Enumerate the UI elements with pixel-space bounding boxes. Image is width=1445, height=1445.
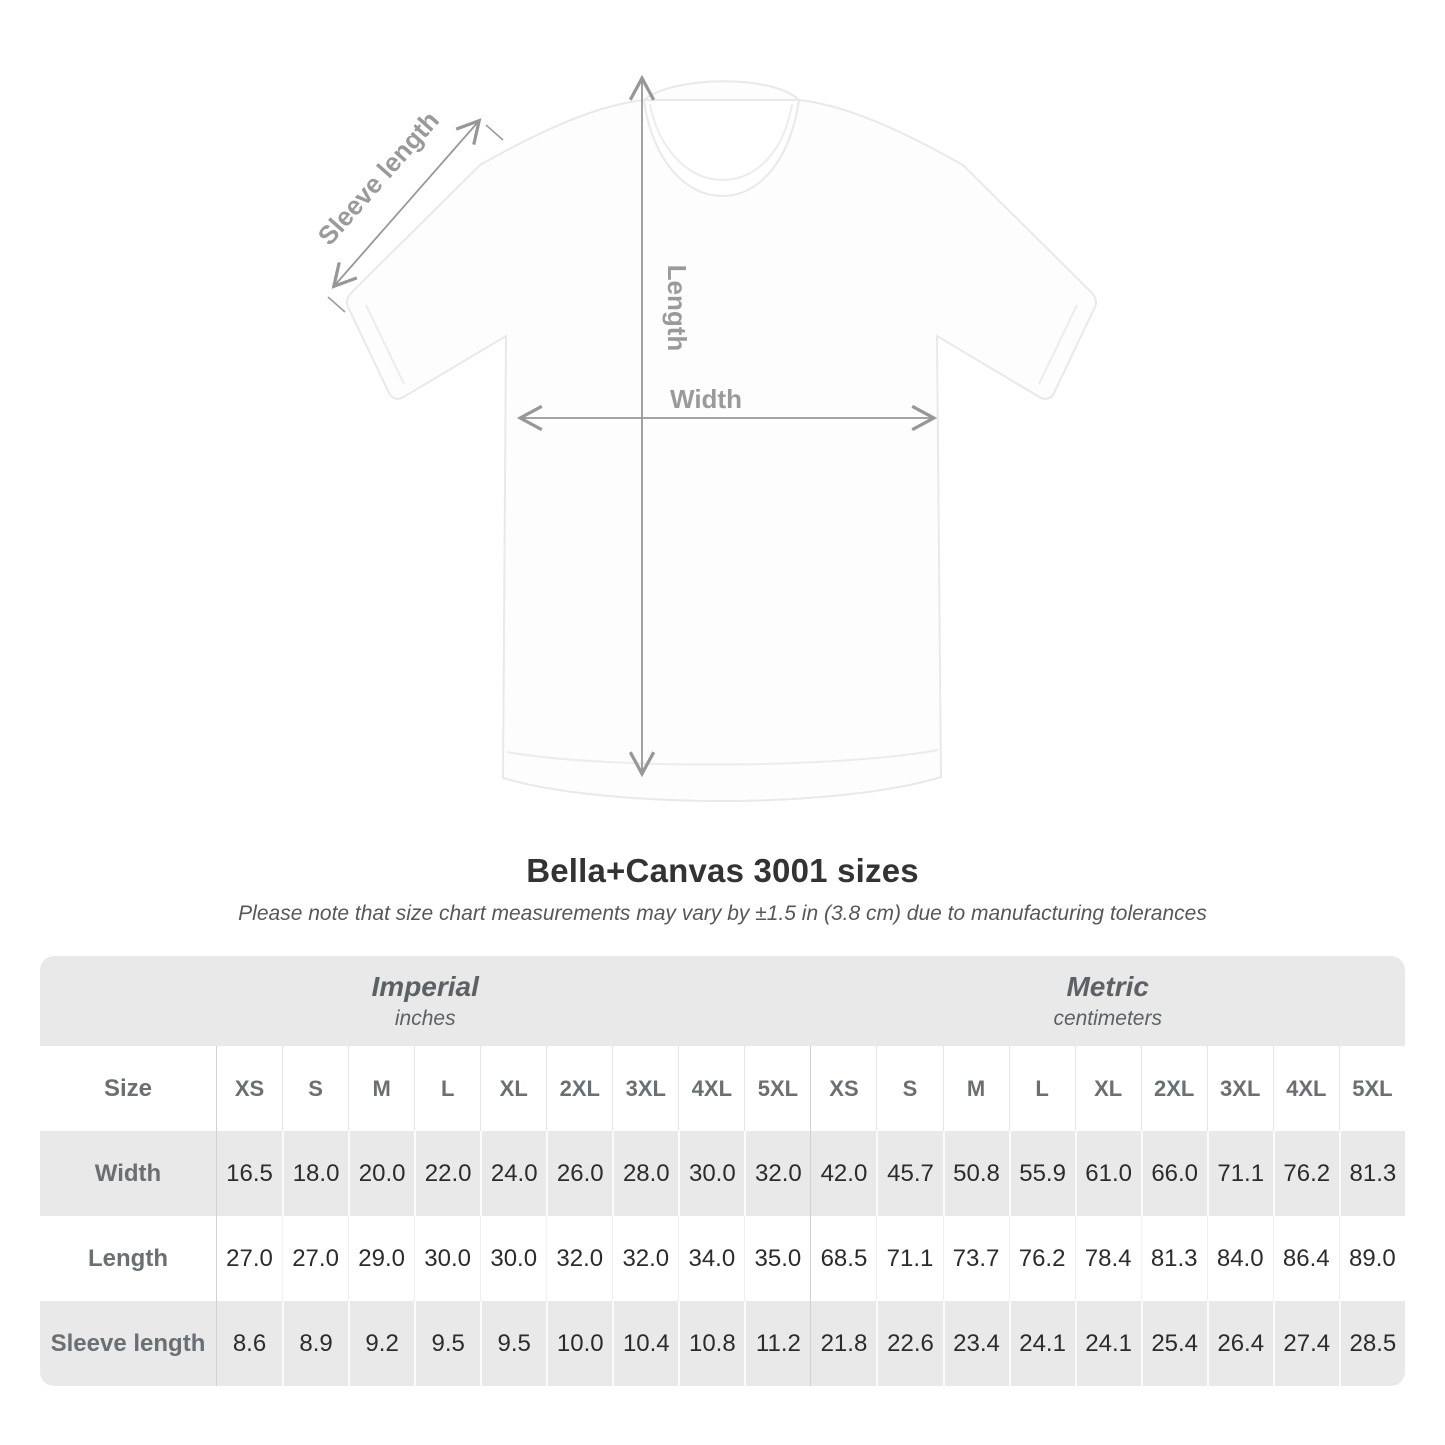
value-cell: 34.0 xyxy=(678,1216,744,1301)
tshirt-body xyxy=(347,100,1096,801)
value-cell: 29.0 xyxy=(348,1216,414,1301)
value-cell: 28.0 xyxy=(612,1131,678,1216)
value-cell: 10.0 xyxy=(546,1301,612,1386)
value-cell: 18.0 xyxy=(282,1131,348,1216)
value-cell: 42.0 xyxy=(810,1131,876,1216)
sleeve-length-label: Sleeve length xyxy=(311,105,445,251)
value-cell: 89.0 xyxy=(1339,1216,1405,1301)
value-cell: 81.3 xyxy=(1141,1216,1207,1301)
value-cell: 78.4 xyxy=(1075,1216,1141,1301)
size-table xyxy=(40,956,1405,1386)
value-cell: 35.0 xyxy=(744,1216,810,1301)
value-cell: 23.4 xyxy=(943,1301,1009,1386)
sleeve-arrow-tick-top xyxy=(486,125,503,140)
value-cell: 55.9 xyxy=(1009,1131,1075,1216)
title-block xyxy=(0,852,1445,926)
metric-header xyxy=(810,956,1405,1046)
value-cell: 30.0 xyxy=(480,1216,546,1301)
units-header-row xyxy=(40,956,1405,1046)
size-header-imperial-s: S xyxy=(282,1046,348,1131)
value-cell: 26.4 xyxy=(1207,1301,1273,1386)
value-cell: 76.2 xyxy=(1273,1131,1339,1216)
size-header-metric-l: L xyxy=(1009,1046,1075,1131)
imperial-header-unit: inches xyxy=(394,1007,456,1030)
value-cell: 27.0 xyxy=(216,1216,282,1301)
width-label: Width xyxy=(670,384,742,414)
value-cell: 21.8 xyxy=(810,1301,876,1386)
value-cell: 76.2 xyxy=(1009,1216,1075,1301)
size-header-imperial-4xl: 4XL xyxy=(678,1046,744,1131)
tshirt-back-collar xyxy=(644,81,799,100)
value-cell: 32.0 xyxy=(612,1216,678,1301)
value-cell: 8.6 xyxy=(216,1301,282,1386)
value-cell: 20.0 xyxy=(348,1131,414,1216)
value-cell: 84.0 xyxy=(1207,1216,1273,1301)
metric-header-name: Metric xyxy=(1066,971,1149,1002)
value-cell: 24.1 xyxy=(1009,1301,1075,1386)
row-header-sleeve-length: Sleeve length xyxy=(40,1301,216,1386)
value-cell: 71.1 xyxy=(1207,1131,1273,1216)
value-cell: 24.0 xyxy=(480,1131,546,1216)
size-header-metric-5xl: 5XL xyxy=(1339,1046,1405,1131)
value-cell: 50.8 xyxy=(943,1131,1009,1216)
size-header-metric-3xl: 3XL xyxy=(1207,1046,1273,1131)
row-header-width: Width xyxy=(40,1131,216,1216)
size-column-header: Size xyxy=(40,1046,216,1131)
table-row-sleeve-length xyxy=(40,1301,1405,1386)
value-cell: 27.4 xyxy=(1273,1301,1339,1386)
value-cell: 86.4 xyxy=(1273,1216,1339,1301)
value-cell: 10.4 xyxy=(612,1301,678,1386)
tolerance-note: Please note that size chart measurements may vary by ±1.5 in (3.8 cm) due to manufacturing tolerances xyxy=(238,902,1207,925)
value-cell: 32.0 xyxy=(546,1216,612,1301)
size-header-metric-xs: XS xyxy=(810,1046,876,1131)
size-header-metric-s: S xyxy=(876,1046,942,1131)
value-cell: 45.7 xyxy=(876,1131,942,1216)
value-cell: 81.3 xyxy=(1339,1131,1405,1216)
size-header-imperial-3xl: 3XL xyxy=(612,1046,678,1131)
value-cell: 16.5 xyxy=(216,1131,282,1216)
size-header-imperial-l: L xyxy=(414,1046,480,1131)
sleeve-arrow-tick-bottom xyxy=(328,297,345,312)
value-cell: 73.7 xyxy=(943,1216,1009,1301)
imperial-header xyxy=(40,956,810,1046)
tshirt-graphic xyxy=(347,81,1096,801)
value-cell: 25.4 xyxy=(1141,1301,1207,1386)
value-cell: 28.5 xyxy=(1339,1301,1405,1386)
value-cell: 30.0 xyxy=(678,1131,744,1216)
size-header-imperial-m: M xyxy=(348,1046,414,1131)
value-cell: 71.1 xyxy=(876,1216,942,1301)
value-cell: 66.0 xyxy=(1141,1131,1207,1216)
value-cell: 8.9 xyxy=(282,1301,348,1386)
size-header-metric-xl: XL xyxy=(1075,1046,1141,1131)
value-cell: 10.8 xyxy=(678,1301,744,1386)
value-cell: 32.0 xyxy=(744,1131,810,1216)
value-cell: 9.5 xyxy=(414,1301,480,1386)
imperial-header-name: Imperial xyxy=(371,971,479,1002)
value-cell: 22.0 xyxy=(414,1131,480,1216)
size-header-row xyxy=(40,1046,1405,1131)
row-header-length: Length xyxy=(40,1216,216,1301)
length-label: Length xyxy=(662,264,692,352)
value-cell: 30.0 xyxy=(414,1216,480,1301)
value-cell: 26.0 xyxy=(546,1131,612,1216)
metric-header-unit: centimeters xyxy=(1053,1007,1162,1030)
size-header-imperial-2xl: 2XL xyxy=(546,1046,612,1131)
value-cell: 9.2 xyxy=(348,1301,414,1386)
value-cell: 61.0 xyxy=(1075,1131,1141,1216)
size-header-imperial-xs: XS xyxy=(216,1046,282,1131)
page-title: Bella+Canvas 3001 sizes xyxy=(526,852,919,889)
size-header-metric-4xl: 4XL xyxy=(1273,1046,1339,1131)
table-row-length xyxy=(40,1216,1405,1301)
value-cell: 24.1 xyxy=(1075,1301,1141,1386)
value-cell: 27.0 xyxy=(282,1216,348,1301)
size-header-imperial-xl: XL xyxy=(480,1046,546,1131)
table-row-width xyxy=(40,1131,1405,1216)
size-header-metric-2xl: 2XL xyxy=(1141,1046,1207,1131)
size-header-imperial-5xl: 5XL xyxy=(744,1046,810,1131)
value-cell: 68.5 xyxy=(810,1216,876,1301)
size-header-metric-m: M xyxy=(943,1046,1009,1131)
value-cell: 9.5 xyxy=(480,1301,546,1386)
value-cell: 11.2 xyxy=(744,1301,810,1386)
value-cell: 22.6 xyxy=(876,1301,942,1386)
